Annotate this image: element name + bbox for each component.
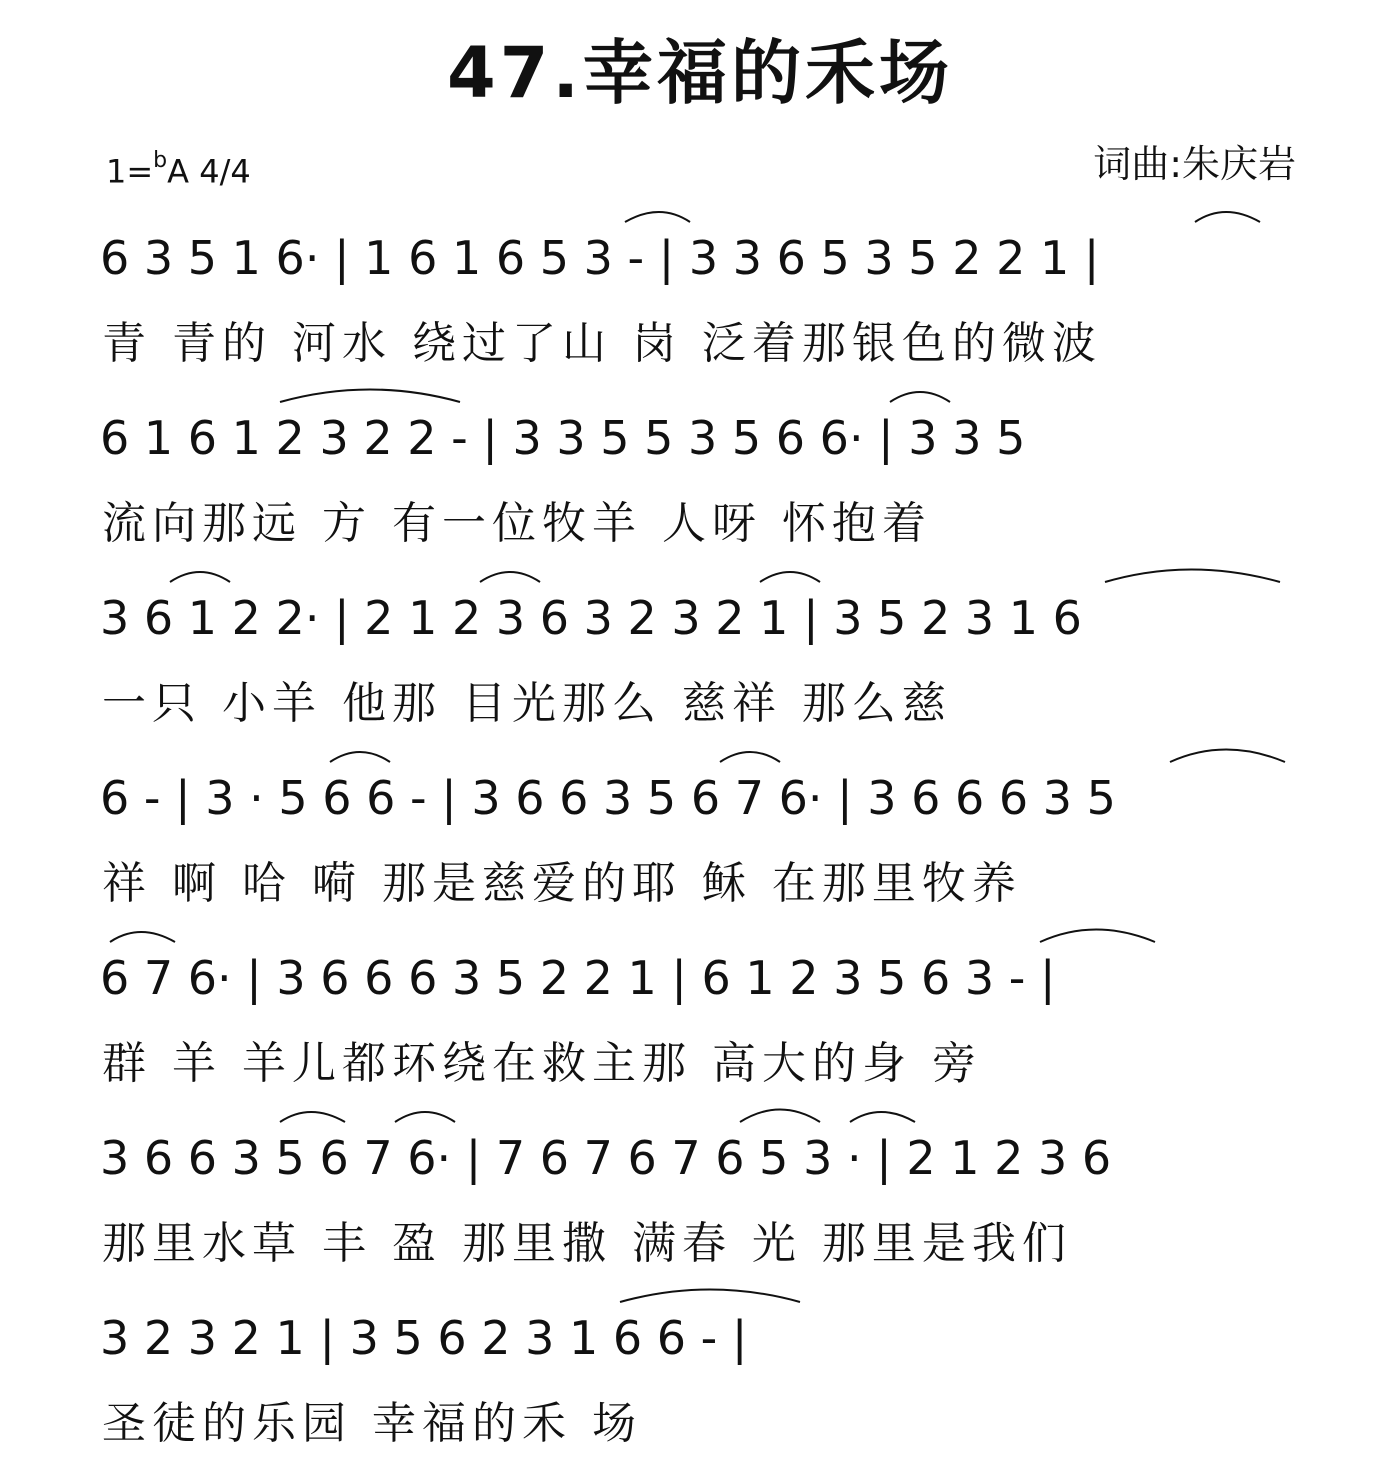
lyric-line: 那里水草 丰 盈 那里撒 满春 光 那里是我们: [102, 1218, 1072, 1269]
slur-marks: [100, 192, 1310, 232]
notation-line: 6 - | 3 · 5 6 6 - | 3 6 6 3 5 6 7 6· | 3 6 6 6 3 5: [100, 771, 1116, 825]
notation-line: 6 7 6· | 3 6 6 6 3 5 2 2 1 | 6 1 2 3 5 6 3 - |: [100, 951, 1056, 1005]
notation-line: 6 1 6 1 2 3 2 2 - | 3 3 5 5 3 5 6 6· | 3 3 5: [100, 411, 1026, 465]
lyric-line: 圣徒的乐园 幸福的禾 场: [102, 1398, 642, 1449]
slur-marks: [100, 552, 1310, 592]
key-note: A: [167, 152, 190, 191]
key-flat: b: [153, 148, 168, 173]
lyric-line: 祥 啊 哈 嗬 那是慈爱的耶 稣 在那里牧养: [102, 858, 1022, 909]
slur-marks: [100, 372, 1310, 412]
slur-marks: [100, 732, 1310, 772]
slur-marks: [100, 1272, 1310, 1312]
lyric-line: 流向那远 方 有一位牧羊 人呀 怀抱着: [102, 498, 932, 549]
lyric-line: 青 青的 河水 绕过了山 岗 泛着那银色的微波: [102, 318, 1102, 369]
lyricist-composer: 词曲:朱庆岩: [1093, 142, 1296, 186]
notation-line: 3 6 1 2 2· | 2 1 2 3 6 3 2 3 2 1 | 3 5 2 3 1 6: [100, 591, 1082, 645]
notation-line: 3 2 3 2 1 | 3 5 6 2 3 1 6 6 - |: [100, 1311, 748, 1365]
key-prefix: 1=: [106, 152, 154, 191]
time-signature: 4/4: [199, 152, 251, 191]
slur-marks: [100, 1092, 1310, 1132]
notation-line: 3 6 6 3 5 6 7 6· | 7 6 7 6 7 6 5 3 · | 2 1 2 3 6: [100, 1131, 1112, 1185]
notation-line: 6 3 5 1 6· | 1 6 1 6 5 3 - | 3 3 6 5 3 5 2 2 1 |: [100, 231, 1100, 285]
song-title: 47.幸福的禾场: [446, 32, 953, 114]
key-signature: [106, 145, 251, 192]
lyric-line: 一只 小羊 他那 目光那么 慈祥 那么慈: [102, 678, 952, 729]
lyric-line: 群 羊 羊儿都环绕在救主那 高大的身 旁: [102, 1038, 982, 1089]
slur-marks: [100, 912, 1310, 952]
